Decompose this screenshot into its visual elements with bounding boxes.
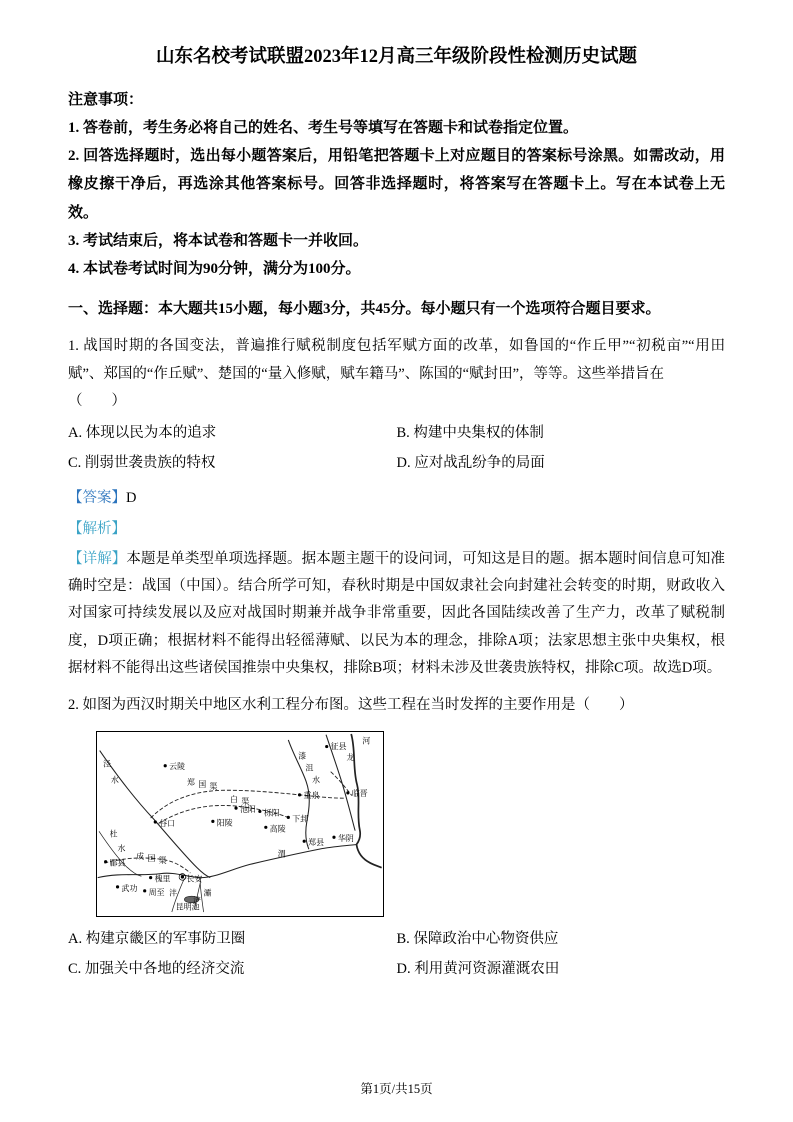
map-place-label: 杜 <box>109 830 118 840</box>
map-place-label: 阳陵 <box>216 818 233 828</box>
map-place-label: 高陵 <box>269 824 286 834</box>
du-river <box>99 832 141 877</box>
map-city-dot <box>325 745 328 748</box>
guanzhong-water-map <box>96 731 384 917</box>
map-city-dot <box>258 810 261 813</box>
detail-label: 【详解】 <box>68 550 127 567</box>
q1-option-d: D. 应对战乱纷争的局面 <box>396 454 545 471</box>
q2-option-b: B. 保障政治中心物资供应 <box>396 931 559 948</box>
map-city-dot <box>303 840 306 843</box>
map-city-dot <box>104 861 107 864</box>
map-city-dot <box>287 816 290 819</box>
q1-option-a: A. 体现以民为本的追求 <box>68 425 217 441</box>
map-place-label: 征县 <box>330 742 347 752</box>
notice-item-4: 4. 本试卷考试时间为90分钟，满分为100分。 <box>68 260 361 277</box>
map-place-label: 水 <box>312 775 321 785</box>
map-place-label: 长安 <box>186 875 203 885</box>
map-city-dot <box>149 876 152 879</box>
map-place-label: 龙 <box>346 753 355 763</box>
map-city-dot <box>332 836 335 839</box>
map-place-label: 渠 <box>209 782 218 792</box>
map-place-label: 武功 <box>121 884 138 894</box>
map-place-label: 浐 <box>193 896 201 906</box>
notice-item-1: 1. 答卷前，考生务必将自己的姓名、考生号等填写在答题卡和试卷指定位置。 <box>68 119 579 136</box>
notice-item-2: 2. 回答选择题时，选出每小题答案后，用铅笔把答题卡上对应题目的答案标号涂黑。如需改动，用橡皮擦干净后，再选涂其他答案标号。回答非选择题时，将答案写在答题卡上。写在本试卷上无效。 <box>68 148 725 221</box>
water-project-map-figure <box>96 731 725 917</box>
map-place-label: 成 <box>136 852 145 862</box>
map-city-dot <box>143 890 146 893</box>
detail-text: 本题是单类型单项选择题。据本题主题干的设问词，可知这是目的题。据本题时间信息可知准确时空是：战国（中国）。结合所学可知，春秋时期是中国奴隶社会向封建社会转变的时期，财政收入对国家可持续发展以及应对战国时期兼并战争非常重要，因此各国陆续改善了生产力，改革了赋税制度，D项正确；根据材料不能得出轻徭薄赋、以民为本的理念，排除A项；法家思想主张中央集权，根据材料不能得出这些诸侯国推崇中央集权，排除B项；材料未涉及世袭贵族特权，排除C项。故选D项。 <box>68 550 726 676</box>
q2-option-a: A. 构建京畿区的军事防卫圈 <box>68 931 246 948</box>
q1-options <box>68 419 725 478</box>
answer-value: D <box>126 490 137 507</box>
section-heading: 一、选择题：本大题共15小题，每小题3分，共45分。每小题只有一个选项符合题目要求。 <box>68 301 661 318</box>
map-place-label: 槐里 <box>154 875 171 885</box>
analysis-label: 【解析】 <box>68 520 126 537</box>
map-place-label: 重泉 <box>303 791 320 801</box>
map-place-label: 临晋 <box>351 789 368 799</box>
map-city-dot <box>164 765 167 768</box>
q1-answer-blank: （ ） <box>68 392 126 409</box>
map-place-label: 沮 <box>305 763 314 773</box>
q2-option-c: C. 加强关中各地的经济交流 <box>68 961 245 978</box>
map-place-label: 灞 <box>203 888 212 898</box>
q2-stem: 2. 如图为西汉时期关中地区水利工程分布图。这些工程在当时发挥的主要作用是（ ） <box>68 697 634 714</box>
map-city-dot <box>154 821 157 824</box>
map-place-label: 渠 <box>158 856 167 866</box>
map-place-label: 昆明池 <box>175 902 200 912</box>
map-place-label: 谷口 <box>159 819 176 829</box>
q1-detail <box>68 546 725 682</box>
exam-title: 山东名校考试联盟2023年12月高三年级阶段性检测历史试题 <box>155 47 637 67</box>
map-place-label: 云陵 <box>169 762 186 772</box>
map-place-label: 水 <box>117 844 126 854</box>
map-place-label: 周至 <box>148 888 165 898</box>
q1-stem: 1. 战国时期的各国变法，普遍推行赋税制度包括军赋方面的改革，如鲁国的“作丘甲”“初税亩”“用田赋”、郑国的“作丘赋”、楚国的“量入修赋，赋车籍马”、陈国的“赋封田”，等等。这些举措旨在 <box>68 338 725 382</box>
notice-heading: 注意事项： <box>68 91 144 108</box>
map-place-label: 郑 <box>187 778 195 788</box>
q2-option-d: D. 利用黄河资源灌溉农田 <box>396 961 560 978</box>
yellow-river-lower <box>356 845 381 868</box>
answer-label: 【答案】 <box>68 490 126 507</box>
map-place-label: 郿县 <box>109 859 126 869</box>
map-place-label: 河 <box>362 736 371 746</box>
map-city-dot <box>264 826 267 829</box>
map-place-label: 下邽 <box>292 814 309 824</box>
map-city-dot <box>234 807 237 810</box>
map-city-dot <box>211 820 214 823</box>
q1-option-b: B. 构建中央集权的体制 <box>396 425 544 441</box>
page-number: 第1页/共15页 <box>360 1081 433 1096</box>
map-place-label: 渭 <box>277 849 286 859</box>
q1-answer-line <box>68 485 725 512</box>
map-place-label: 郑县 <box>308 838 325 848</box>
map-place-label: 栎阳 <box>263 808 280 818</box>
map-place-label: 池阳 <box>240 805 256 815</box>
map-place-label: 沣 <box>169 888 178 898</box>
map-city-dot <box>298 794 301 797</box>
map-city-dot <box>116 886 119 889</box>
map-city-dot <box>346 792 349 795</box>
notice-item-3: 3. 考试结束后，将本试卷和答题卡一并收回。 <box>68 232 369 249</box>
map-place-label: 白 <box>230 795 239 805</box>
q1-analysis-line <box>68 516 725 543</box>
q2-options <box>68 925 725 984</box>
q1-option-c: C. 削弱世袭贵族的特权 <box>68 454 216 471</box>
question-1 <box>68 333 725 682</box>
map-place-label: 水 <box>110 775 119 785</box>
map-place-label: 泾 <box>102 759 111 769</box>
map-place-label: 渠 <box>241 797 250 807</box>
question-2 <box>68 692 725 985</box>
map-capital-marker <box>181 876 184 879</box>
map-place-label: 国 <box>147 854 156 864</box>
map-place-label: 华阴 <box>337 834 354 844</box>
map-place-label: 国 <box>198 780 207 790</box>
map-place-label: 漆 <box>298 751 307 761</box>
